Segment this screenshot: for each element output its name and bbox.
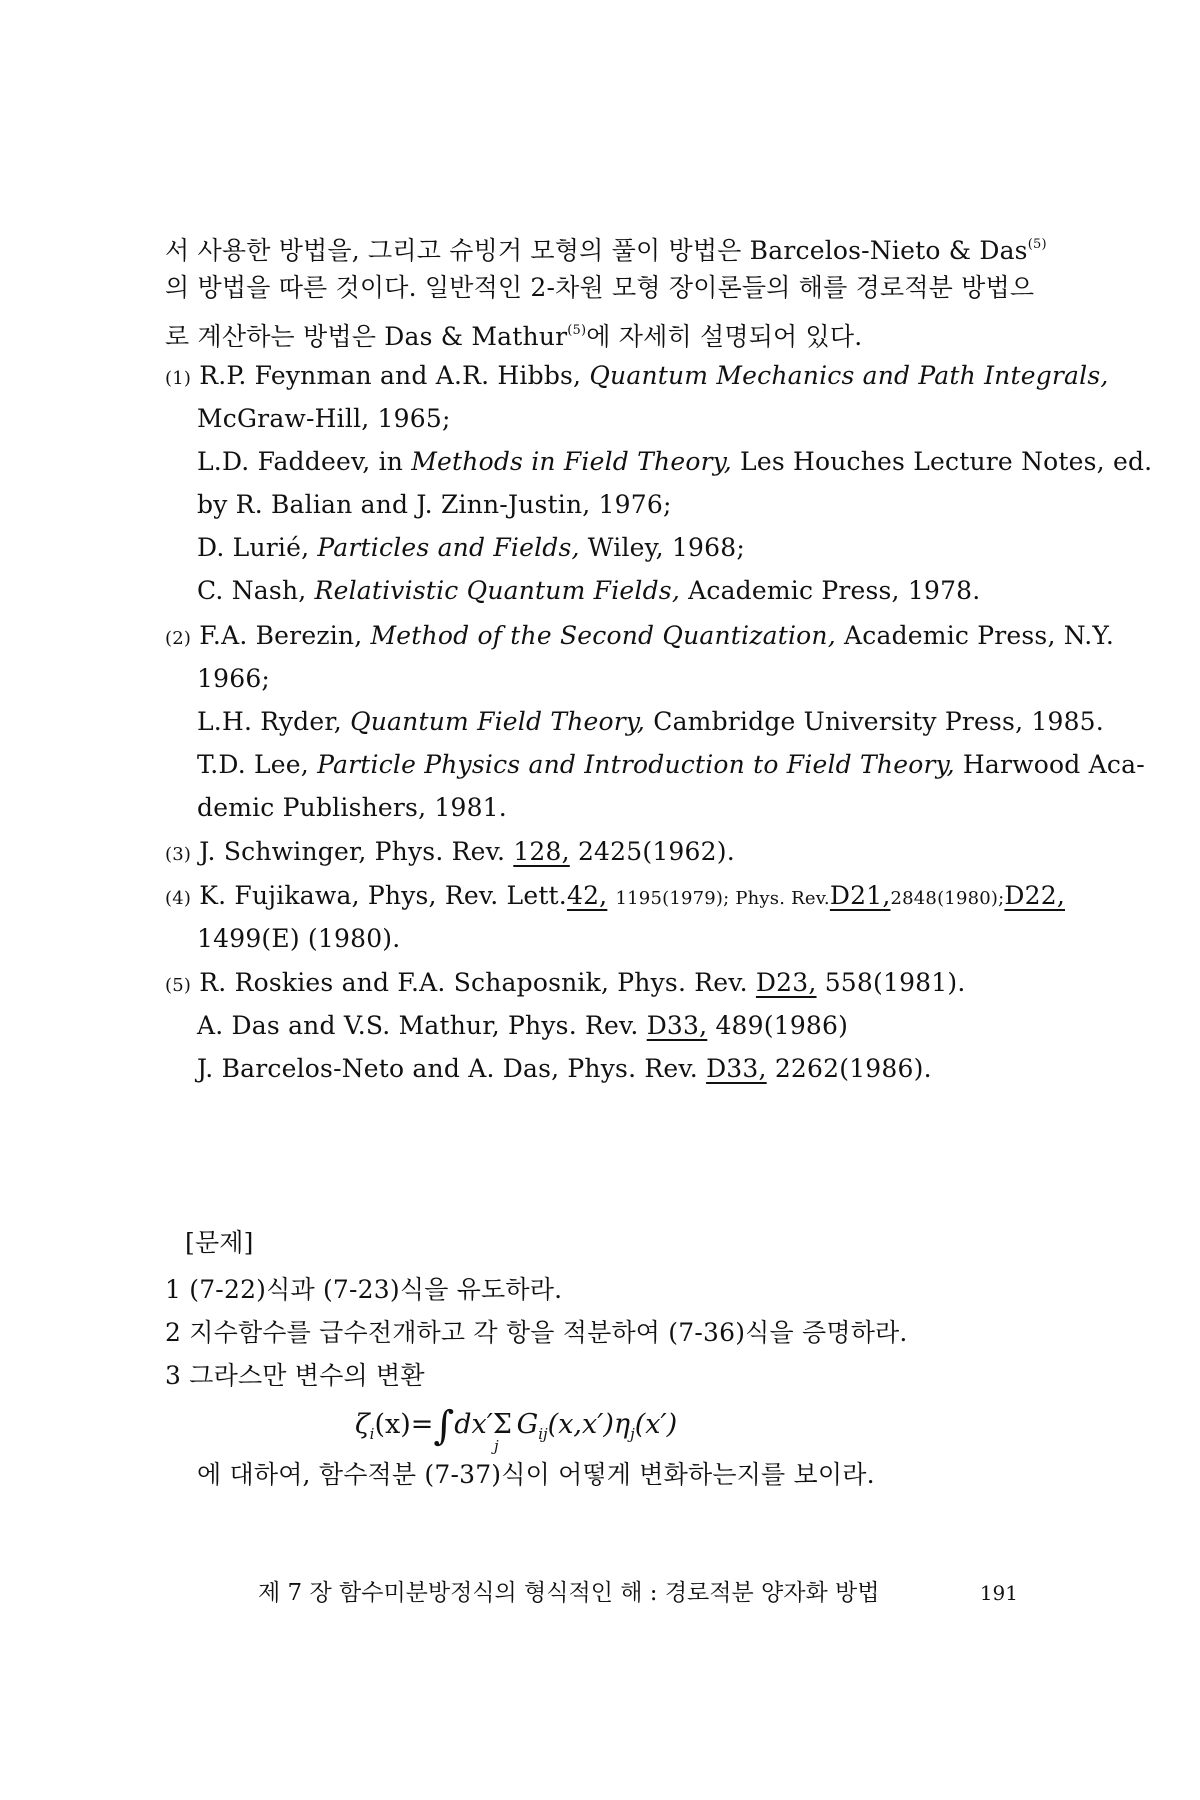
page-number: 191 (979, 1581, 1018, 1605)
ref-2: (2) F.A. Berezin, Method of the Second Quantization, Academic Press, N.Y. (165, 621, 1115, 650)
equation: $\zeta_i(x)=\int dx'\Sigma_jG_{ij}(x,x')\eta_j(x')$ (355, 1403, 678, 1455)
problems-heading: [문제] (185, 1228, 254, 1257)
ref-5b: A. Das and V.S. Mathur, Phys. Rev. D33, 489(1986) (197, 1011, 849, 1040)
ref-4: (4) K. Fujikawa, Phys, Rev. Lett.42, 1195(1979); Phys. Rev.D21,2848(1980);D22, (165, 881, 1066, 910)
ref-1c: D. Lurié, Particles and Fields, Wiley, 1968; (197, 533, 745, 562)
ref-3: (3) J. Schwinger, Phys. Rev. 128, 2425(1962). (165, 837, 735, 866)
ref-1b: L.D. Faddeev, in Methods in Field Theory, Les Houches Lecture Notes, ed. (197, 447, 1153, 476)
problem-2: 2 지수함수를 급수전개하고 각 항을 적분하여 (7-36)식을 증명하라. (165, 1318, 908, 1347)
ref-5: (5) R. Roskies and F.A. Schaposnik, Phys. Rev. D23, 558(1981). (165, 968, 966, 997)
ref-2b: L.H. Ryder, Quantum Field Theory, Cambridge University Press, 1985. (197, 707, 1104, 736)
ref-1b-line-2: by R. Balian and J. Zinn-Justin, 1976; (197, 490, 672, 519)
ref-1d: C. Nash, Relativistic Quantum Fields, Academic Press, 1978. (197, 576, 981, 605)
ref-5c: J. Barcelos-Neto and A. Das, Phys. Rev. D33, 2262(1986). (197, 1054, 932, 1083)
footer-chapter-title: 제 7 장 함수미분방정식의 형식적인 해 : 경로적분 양자화 방법 (258, 1580, 880, 1606)
ref-1-line-2: McGraw-Hill, 1965; (197, 404, 451, 433)
problem-3-continuation: 에 대하여, 함수적분 (7-37)식이 어떻게 변화하는지를 보이라. (197, 1460, 875, 1489)
ref-2c: T.D. Lee, Particle Physics and Introduction to Field Theory, Harwood Aca- (197, 750, 1145, 779)
ref-4-line-2: 1499(E) (1980). (197, 924, 401, 953)
intro-line-1: 서 사용한 방법을, 그리고 슈빙거 모형의 풀이 방법은 Barcelos-Nieto & Das$^{(5)}$ (165, 236, 1047, 265)
intro-line-3: 로 계산하는 방법은 Das & Mathur$^{(5)}$에 자세히 설명되어 있다. (165, 322, 863, 351)
ref-2c-line-2: demic Publishers, 1981. (197, 793, 507, 822)
ref-2-line-2: 1966; (197, 664, 271, 693)
ref-1: (1) R.P. Feynman and A.R. Hibbs, Quantum Mechanics and Path Integrals, (165, 361, 1109, 390)
problem-1: 1 (7-22)식과 (7-23)식을 유도하라. (165, 1275, 563, 1304)
problem-3: 3 그라스만 변수의 변환 (165, 1361, 425, 1390)
intro-line-2: 의 방법을 따른 것이다. 일반적인 2-차원 모형 장이론들의 해를 경로적분 방법으 (165, 273, 1035, 302)
running-footer (258, 1578, 1018, 1608)
